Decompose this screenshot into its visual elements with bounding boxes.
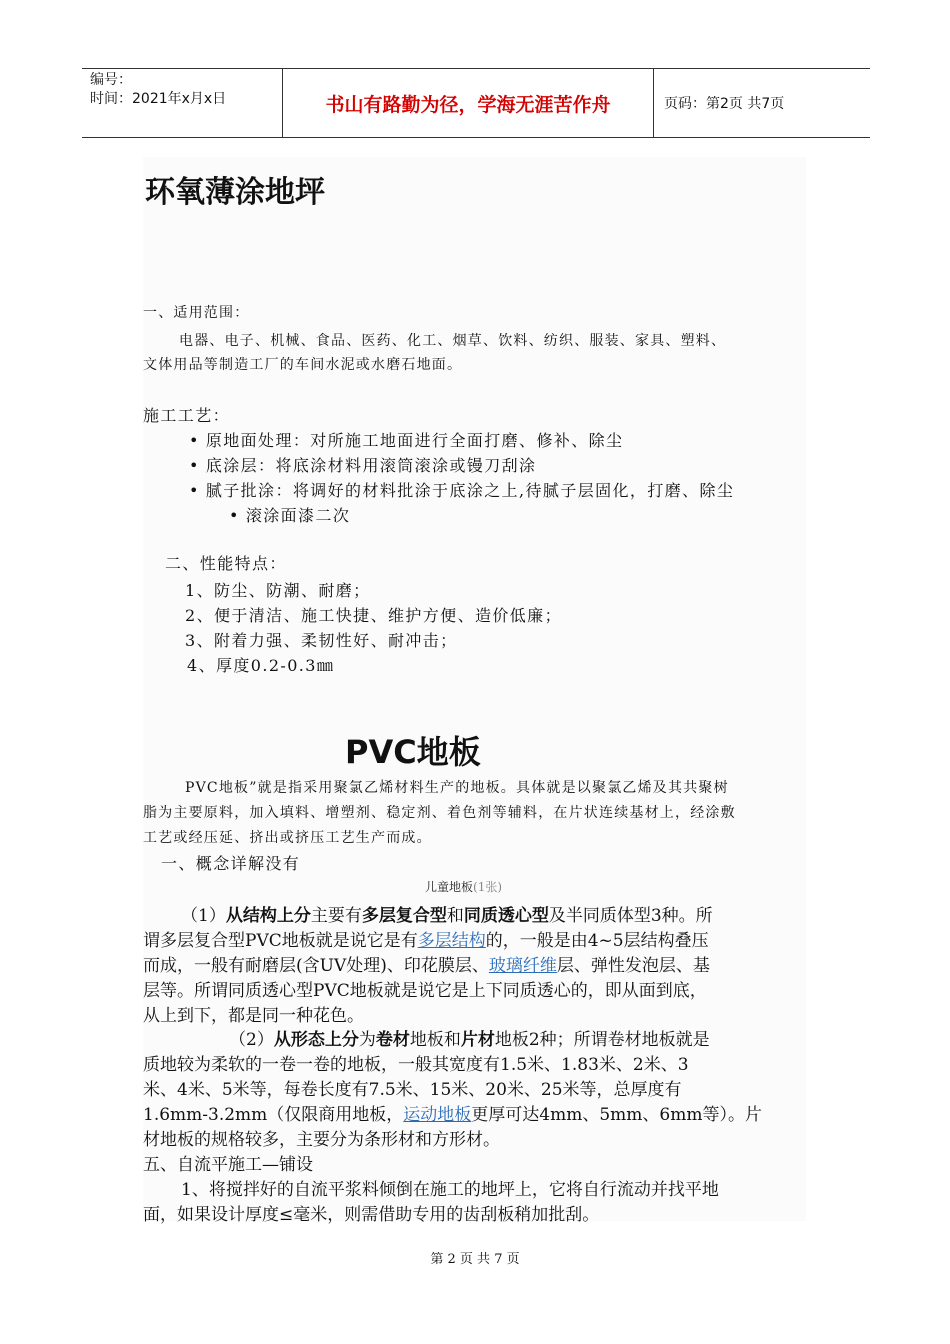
doc-number-label: 编号： <box>90 72 132 88</box>
paragraph-line: 谓多层复合型PVC地板就是说它是有多层结构的，一般是由4~5层结构叠压 <box>143 931 709 951</box>
paragraph-line: 1.6mm-3.2mm（仅限商用地板，运动地板更厚可达4mm、5mm、6mm等）。片 <box>143 1105 762 1125</box>
process-bullet: • 底涂层：将底涂材料用滚筒滚涂或镘刀刮涂 <box>189 456 537 475</box>
bullet-icon: • <box>189 481 200 500</box>
paragraph-line: （2）从形态上分为卷材地板和片材地板2种；所谓卷材地板就是 <box>229 1030 710 1050</box>
doc-date-label: 时间：2021年x月x日 <box>90 91 227 107</box>
bullet-icon: • <box>189 431 200 450</box>
paragraph-line: 从上到下，都是同一种花色。 <box>143 1006 364 1026</box>
paragraph-line: 材地板的规格较多，主要分为条形材和方形材。 <box>143 1130 500 1150</box>
performance-item: 3、附着力强、柔韧性好、耐冲击； <box>185 631 458 650</box>
scope-text-line: 文体用品等制造工厂的车间水泥或水磨石地面。 <box>143 357 463 373</box>
header-meta <box>82 69 282 137</box>
header-motto: 书山有路勤为径，学海无涯苦作舟 <box>282 69 654 137</box>
paragraph-line: 面，如果设计厚度≤毫米，则需借助专用的齿刮板稍加批刮。 <box>143 1205 600 1225</box>
document-body <box>143 157 806 1225</box>
performance-item: 2、便于清洁、施工快捷、维护方便、造价低廉； <box>185 606 562 625</box>
paragraph-line: 质地较为柔软的一卷一卷的地板，一般其宽度有1.5米、1.83米、2米、3 <box>143 1055 689 1075</box>
scope-text-line: 电器、电子、机械、食品、医药、化工、烟草、饮料、纺织、服装、家具、塑料、 <box>179 333 727 349</box>
paragraph-line: 而成，一般有耐磨层(含UV处理)、印花膜层、玻璃纤维层、弹性发泡层、基 <box>143 956 710 976</box>
performance-item: 1、防尘、防潮、耐磨； <box>185 581 371 600</box>
page-header <box>82 68 870 138</box>
section-title-pvc: PVC地板 <box>345 733 481 771</box>
image-caption: 儿童地板(1张) <box>425 880 503 894</box>
section-title-epoxy: 环氧薄涂地坪 <box>145 175 325 210</box>
paragraph-line: 1、将搅拌好的自流平浆料倾倒在施工的地坪上，它将自行流动并找平地 <box>181 1180 719 1200</box>
concept-heading: 一、概念详解没有 <box>161 854 301 873</box>
link-multilayer-structure[interactable]: 多层结构 <box>417 931 486 951</box>
paragraph-line: 米、4米、5米等，每卷长度有7.5米、15米、20米、25米等，总厚度有 <box>143 1080 682 1100</box>
pvc-intro-line: 工艺或经压延、挤出或挤压工艺生产而成。 <box>143 830 432 846</box>
page-footer: 第 2 页 共 7 页 <box>430 1252 520 1267</box>
bullet-icon: • <box>229 506 240 525</box>
process-bullet: • 腻子批涂：将调好的材料批涂于底涂之上,待腻子层固化，打磨、除尘 <box>189 481 735 500</box>
paragraph-line: 层等。所谓同质透心型PVC地板就是说它是上下同质透心的，即从面到底， <box>143 981 707 1001</box>
scope-heading: 一、适用范围： <box>143 305 250 321</box>
link-glass-fiber[interactable]: 玻璃纤维 <box>488 956 557 976</box>
pvc-intro-line: PVC地板”就是指采用聚氯乙烯材料生产的地板。具体就是以聚氯乙烯及其共聚树 <box>185 780 729 796</box>
process-bullet: • 滚涂面漆二次 <box>229 506 351 525</box>
performance-heading: 二、性能特点： <box>165 554 287 573</box>
bullet-icon: • <box>189 456 200 475</box>
process-bullet: • 原地面处理：对所施工地面进行全面打磨、修补、除尘 <box>189 431 624 450</box>
header-page-number: 页码：第2页 共7页 <box>664 96 785 112</box>
pvc-intro-line: 脂为主要原料，加入填料、增塑剂、稳定剂、着色剂等辅料，在片状连续基材上，经涂敷 <box>143 805 736 821</box>
performance-item: 4、厚度0.2-0.3㎜ <box>187 656 335 675</box>
link-sports-flooring[interactable]: 运动地板 <box>403 1105 472 1125</box>
self-leveling-heading: 五、自流平施工—铺设 <box>143 1155 313 1175</box>
process-heading: 施工工艺： <box>143 406 231 425</box>
paragraph-line: （1）从结构上分主要有多层复合型和同质透心型及半同质体型3种。所 <box>181 906 713 926</box>
